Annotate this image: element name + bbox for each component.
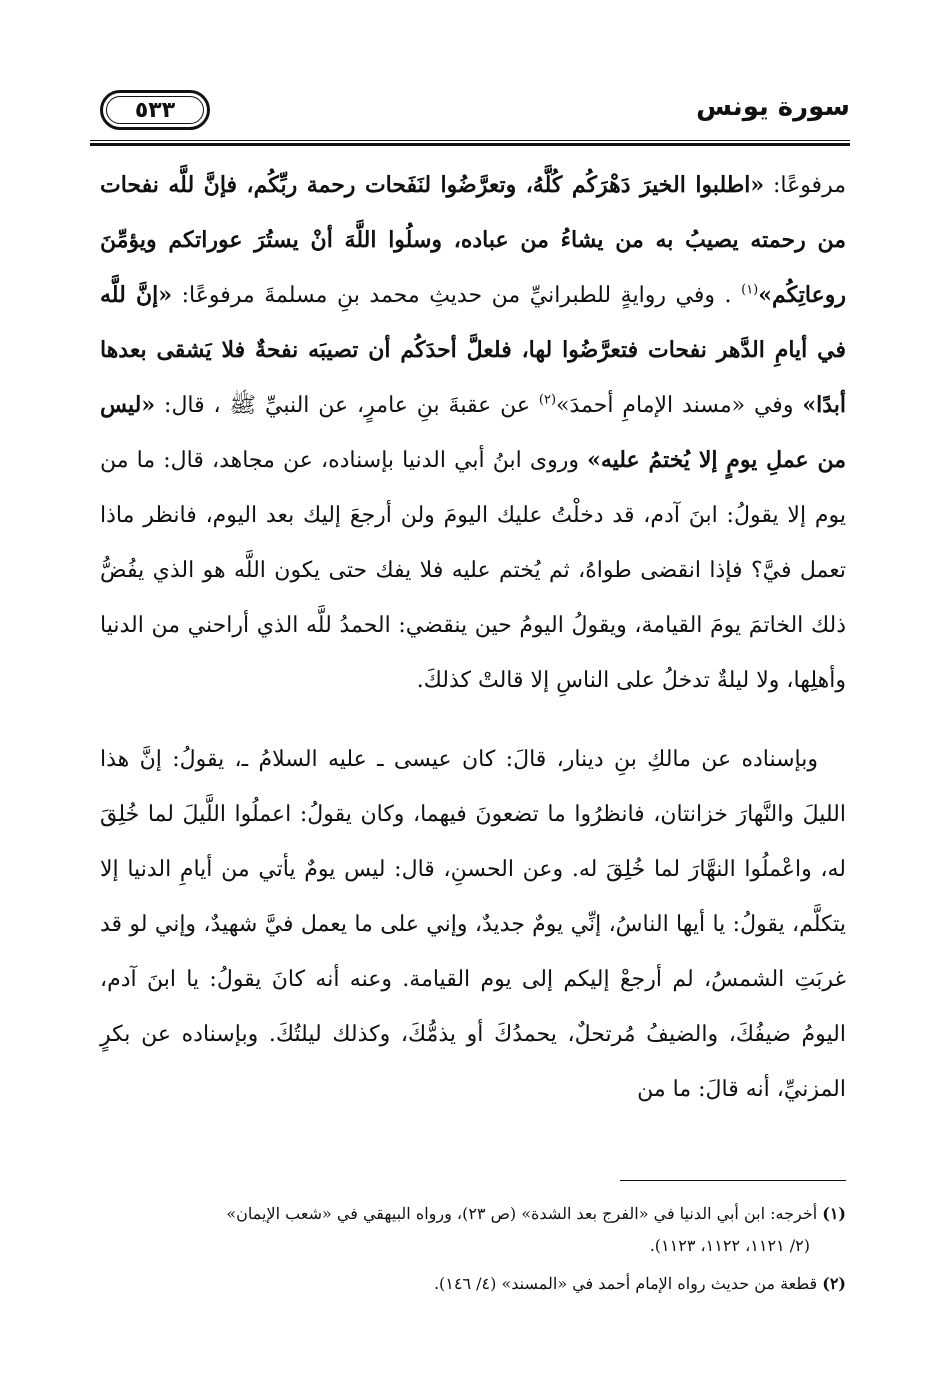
paragraph-2: وبإسناده عن مالكِ بنِ دينار، قالَ: كان عيسى ـ عليه السلامُ ـ، يقولُ: إنَّ هذا الليلَ والنَّهارَ خزانتان، فانظرُوا ما تضعونَ فيهما، وكان يقولُ: اعملُوا اللَّيلَ لما خُلِقَ له، واعْملُوا النهَّارَ لما خُلِقَ له. وعن الحسنِ، قال: ليس يومٌ يأتي من أيامِ الدنيا إلا يتكلَّم، يقولُ: يا أيها الناسُ، إنِّي يومٌ جديدٌ، وإني على ما يعمل فيَّ شهيدٌ، وإني لو قد غربَتِ الشمسُ، لم أرجعْ إليكم إلى يوم القيامة. وعنه أنه كانَ يقولُ: يا ابنَ آدم، اليومُ ضيفُكَ، والضيفُ مُرتحلٌ، يحمدُكَ أو يذمُّكَ، وكذلك ليلتُكَ. وبإسناده عن بكرٍ المزنيِّ، أنه قالَ: ما من bbox=[100, 747, 846, 1102]
footnote-number: (٢) bbox=[822, 1274, 846, 1293]
text-run: وروى ابنُ أبي الدنيا بإسناده، عن مجاهد، قال: ما من يوم إلا يقولُ: ابنَ آدم، قد دخلْتُ عليك اليومَ ولن أرجعَ إليك بعد اليوم، فانظر ماذا تعمل فيَّ؟ فإذا انقضى طواهُ، ثم يُختم عليه فلا يفك حتى يكون اللَّه هو الذي يفُضُّ ذلك الخاتمَ يومَ القيامة، ويقولُ اليومُ حين ينقضي: الحمدُ للَّه الذي أراحني من الدنيا وأهلِها، ولا ليلةٌ تدخلُ على الناسِ إلا قالتْ كذلكَ. bbox=[100, 448, 846, 693]
footnote-2 bbox=[100, 1268, 846, 1300]
hadith-quote: «إنَّ للَّه في أيامِ الدَّهر نفحات فتعرَّضُوا لها، فلعلَّ أحدَكُم أن تصيبَه نفحةٌ فلا يَشقى بعدها أبدًا» bbox=[100, 282, 846, 418]
hadith-quote: «اطلبوا الخيرَ دَهْرَكُم كُلَّهُ، وتعرَّضُوا لنَفَحات رحمة ربِّكُم، فإنَّ للَّه نفحات من رحمته يصيبُ به من يشاءُ من عباده، وسلُوا اللَّهَ أنْ يستُرَ عوراتكم ويؤمِّنَ روعاتِكُم» bbox=[100, 172, 846, 308]
text-run: . وفي روايةٍ للطبرانيِّ من حديثِ محمد بنِ مسلمةَ مرفوعًا: bbox=[172, 283, 742, 308]
footnote-1 bbox=[100, 1198, 846, 1262]
header-rule bbox=[90, 143, 850, 146]
hadith-quote: «ليس من عملِ يومٍ إلا يُختمُ عليه» bbox=[100, 392, 846, 473]
main-text bbox=[100, 158, 846, 1117]
footnote-ref-2: (٢) bbox=[538, 392, 557, 408]
footnote-ref-1: (١) bbox=[741, 282, 759, 298]
header-rule-thin bbox=[90, 140, 850, 141]
footnote-text: قطعة من حديث رواه الإمام أحمد في «المسند» (٤/ ١٤٦). bbox=[433, 1274, 818, 1293]
text-run: عن عقبةَ بنِ عامرٍ، عن النبيِّ ﷺ ، قال: bbox=[155, 393, 539, 418]
paragraph-1 bbox=[100, 158, 846, 708]
page-header bbox=[90, 84, 850, 146]
surah-title: سورة يونس bbox=[696, 92, 850, 122]
text-run: مرفوعًا: bbox=[764, 173, 846, 198]
page-number: ٥٣٣ bbox=[134, 97, 176, 123]
footnotes bbox=[100, 1198, 846, 1306]
page-number-badge bbox=[100, 90, 210, 130]
footnote-text: أخرجه: ابن أبي الدنيا في «الفرج بعد الشدة» (ص ٢٣)، ورواه البيهقي في «شعب الإيمان» bbox=[226, 1204, 818, 1223]
footnote-number: (١) bbox=[822, 1204, 846, 1223]
footnote-separator bbox=[620, 1180, 846, 1181]
text-run: وفي «مسند الإمامِ أحمدَ» bbox=[556, 393, 803, 418]
footnote-continuation: (٢/ ١١٢١، ١١٢٢، ١١٢٣). bbox=[649, 1236, 810, 1255]
